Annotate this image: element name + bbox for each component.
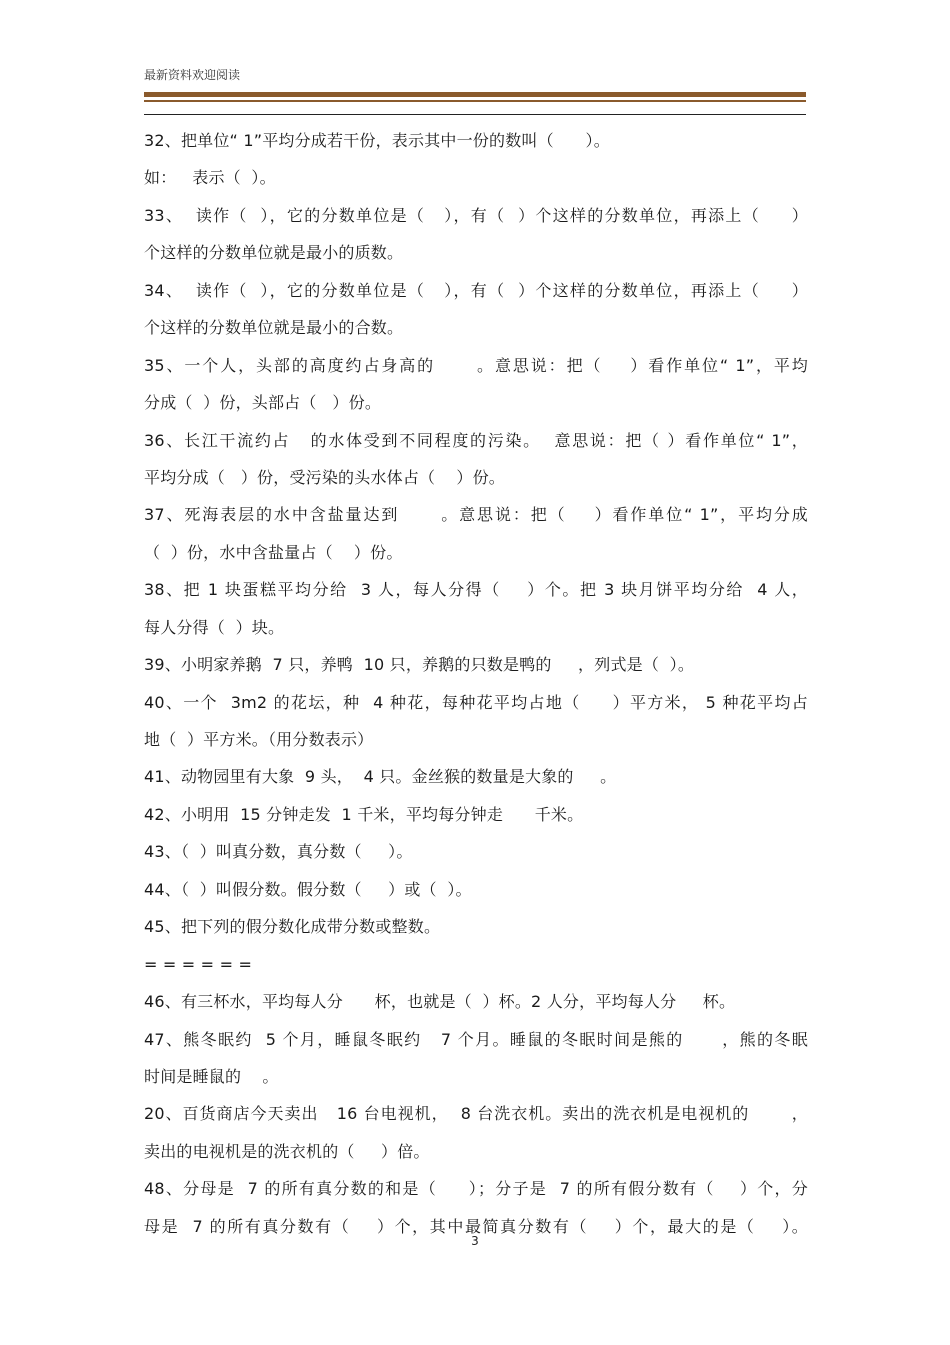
text-line: 时间是睡鼠的 。: [144, 1066, 279, 1086]
text-line: 47、熊冬眠约 5 个月，睡鼠冬眠约 7 个月。睡鼠的冬眠时间是熊的 ，熊的冬眠: [144, 1029, 808, 1049]
text-line: 41、动物园里有大象 9 头， 4 只。金丝猴的数量是大象的 。: [144, 767, 617, 787]
text-line: 分成（ ）份，头部占（ ）份。: [144, 393, 382, 413]
header-rule-thin: [144, 100, 806, 102]
text-line: 35、一个人，头部的高度约占身高的 。意思说：把（ ）看作单位“ 1”，平均: [144, 355, 808, 375]
text-line: 平均分成（ ）份，受污染的头水体占（ ）份。: [144, 467, 506, 487]
text-line: （ ）份，水中含盐量占（ ）份。: [144, 542, 403, 562]
text-line: 20、百货商店今天卖出 16 台电视机， 8 台洗衣机。卖出的洗衣机是电视机的 ，: [144, 1104, 808, 1124]
document-body: [144, 122, 808, 1236]
cut-off-line: 母是 7 的所有真分数有（ ）个，其中最简真分数有（ ）个，最大的是（ ）。: [144, 1216, 808, 1236]
question-lines: [144, 122, 808, 1208]
text-line: 个这样的分数单位就是最小的合数。: [144, 318, 404, 338]
text-line: 33、 读作（ ），它的分数单位是（ ），有（ ）个这样的分数单位，再添上（ ）: [144, 205, 808, 225]
page-number: 3: [471, 1234, 479, 1248]
text-line: 42、小明用 15 分钟走发 1 千米，平均每分钟走 千米。: [144, 804, 584, 824]
text-line: 43、（ ）叫真分数，真分数（ ）。: [144, 842, 413, 862]
text-line: 38、把 1 块蛋糕平均分给 3 人，每人分得（ ）个。把 3 块月饼平均分给 4 人，: [144, 580, 808, 600]
text-line: 36、长江干流约占 的水体受到不同程度的污染。 意思说：把（ ）看作单位“ 1”，: [144, 430, 808, 450]
text-line: 个这样的分数单位就是最小的质数。: [144, 243, 404, 263]
text-line: 44、（ ）叫假分数。假分数（ ）或（ ）。: [144, 879, 472, 899]
text-line: 46、有三杯水，平均每人分 杯，也就是（ ）杯。2 人分，平均每人分 杯。: [144, 992, 736, 1012]
text-line: = = = = = =: [144, 954, 253, 974]
text-line: 地（ ）平方米。（用分数表示）: [144, 730, 374, 749]
text-line: 37、死海表层的水中含盐量达到 。意思说：把（ ）看作单位“ 1”，平均分成: [144, 505, 808, 525]
text-line: 卖出的电视机是的洗衣机的（ ）倍。: [144, 1141, 430, 1161]
text-line: 如： 表示（ ）。: [144, 168, 276, 188]
text-line: 32、把单位“ 1”平均分成若干份，表示其中一份的数叫（ ）。: [144, 131, 610, 150]
text-line: 48、分母是 7 的所有真分数的和是（ ）；分子是 7 的所有假分数有（ ）个，分: [144, 1179, 808, 1199]
text-line: 每人分得（ ）块。: [144, 617, 285, 637]
header-rule-line: [144, 114, 806, 115]
text-line: 39、小明家养鹅 7 只，养鸭 10 只，养鹅的只数是鸭的 ，列式是（ ）。: [144, 655, 695, 675]
text-line: 34、 读作（ ），它的分数单位是（ ），有（ ）个这样的分数单位，再添上（ ）: [144, 280, 808, 300]
page-header-text: 最新资料欢迎阅读: [144, 68, 241, 82]
header-rule-thick: [144, 92, 806, 97]
text-line: 40、一个 3m2 的花坛，种 4 种花，每种花平均占地（ ）平方米， 5 种花平均占: [144, 692, 808, 712]
text-line: 45、把下列的假分数化成带分数或整数。: [144, 917, 441, 937]
